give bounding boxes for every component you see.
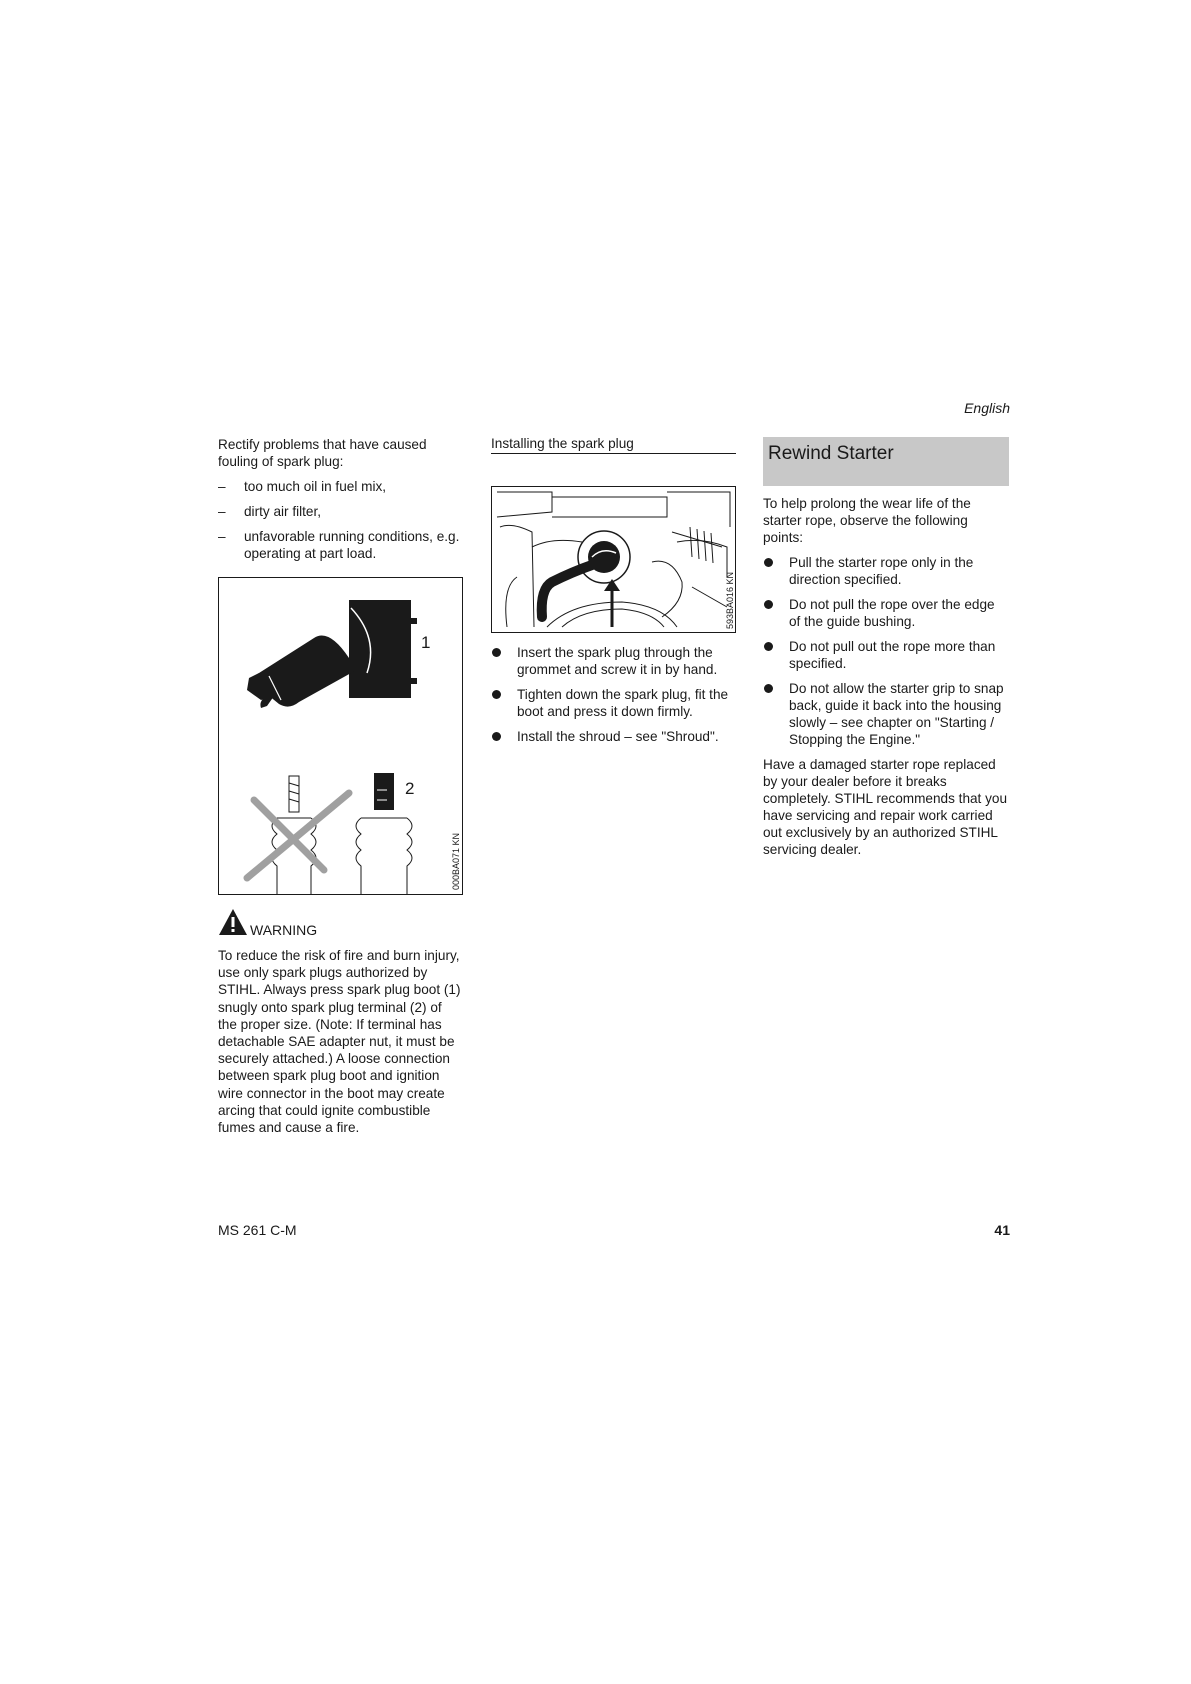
spark-plug-boot-illustration <box>219 578 462 894</box>
warning-triangle-icon <box>218 908 248 936</box>
figure-code: 000BA071 KN <box>451 832 461 890</box>
rewind-closing: Have a damaged starter rope replaced by your dealer before it breaks completely. STIHL recommends that you have servicing and repair work carried out exclusively by an authorized STIHL servicing dealer. <box>763 757 1008 857</box>
installing-spark-plug-heading: Installing the spark plug <box>491 436 736 454</box>
cross-out-mark <box>247 793 349 878</box>
list-item: Do not pull the rope over the edge of the guide bushing. <box>763 596 1009 630</box>
list-item: – unfavorable running conditions, e.g. operating at part load. <box>218 529 460 561</box>
list-item: Do not allow the starter grip to snap back, guide it back into the housing slowly – see chapter on "Starting / Stopping the Engine." <box>763 680 1009 748</box>
list-item: Pull the starter rope only in the direction specified. <box>763 554 1009 588</box>
column-spark-plug-fouling <box>218 436 463 570</box>
spark-plug-boot-drawing <box>247 600 417 708</box>
bullet-dot-icon <box>492 648 501 657</box>
list-item: – too much oil in fuel mix, <box>218 479 387 494</box>
list-item: – dirty air filter, <box>218 504 322 519</box>
page-number: 41 <box>994 1222 1010 1238</box>
bullet-dot-icon <box>764 600 773 609</box>
list-item: Install the shroud – see "Shroud". <box>491 728 736 745</box>
bullet-dot-icon <box>492 732 501 741</box>
bullet-dot-icon <box>764 558 773 567</box>
dash-mark: – <box>218 504 226 519</box>
warning-title: WARNING <box>250 922 318 938</box>
list-item: Tighten down the spark plug, fit the boot and press it down firmly. <box>491 686 736 720</box>
list-item: Insert the spark plug through the grommet and screw it in by hand. <box>491 644 736 678</box>
fouling-causes-list <box>218 478 463 562</box>
warning-heading <box>218 908 463 936</box>
dash-mark: – <box>218 479 226 494</box>
install-steps-list <box>491 644 736 753</box>
bullet-dot-icon <box>492 690 501 699</box>
bullet-dot-icon <box>764 684 773 693</box>
figure-label-1: 1 <box>421 633 431 652</box>
bullet-dot-icon <box>764 642 773 651</box>
header-language: English <box>964 400 1010 416</box>
spark-plug-install-figure <box>491 486 736 633</box>
rewind-starter-heading: Rewind Starter <box>763 437 1009 486</box>
dash-mark: – <box>218 529 226 544</box>
fouling-intro: Rectify problems that have caused fouling of spark plug: <box>218 437 427 469</box>
figure-label-2: 2 <box>405 779 415 798</box>
spark-plug-boot-figure <box>218 577 463 895</box>
rewind-starter-body <box>763 495 1009 858</box>
footer-model: MS 261 C-M <box>218 1222 297 1238</box>
spark-plug-install-illustration <box>492 487 735 632</box>
rewind-points-list <box>763 554 1009 748</box>
warning-text: To reduce the risk of fire and burn injury, use only spark plugs authorized by STIHL. Always press spark plug boot (1) snugly onto spark plug terminal (2) of the proper size. (Note: If terminal has detachable SAE adapter nut, it must be securely attached.) A loose connection between spark plug boot and ignition wire connector in the boot may create arcing that could ignite combustible fumes and cause a fire. <box>218 948 461 1136</box>
rewind-intro: To help prolong the wear life of the starter rope, observe the following points: <box>763 496 971 545</box>
list-item: Do not pull out the rope more than specified. <box>763 638 1009 672</box>
correct-terminal-drawing <box>356 773 415 894</box>
figure-code: 593BA016 KN <box>725 571 735 629</box>
